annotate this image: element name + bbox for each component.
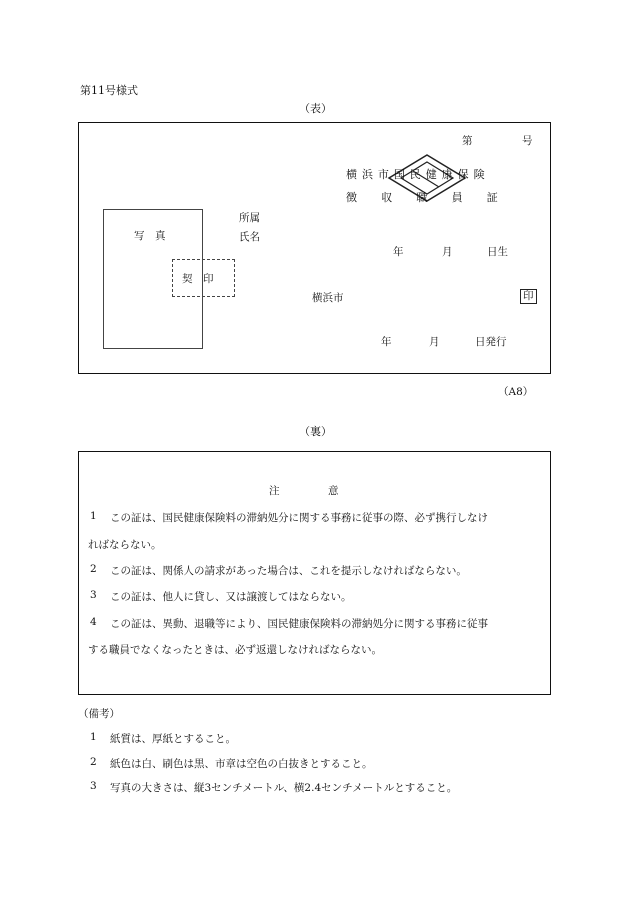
issue-month: 月 — [429, 336, 440, 348]
note-4-line2: する職員でなくなったときは、必ず返還しなければならない。 — [88, 644, 382, 656]
name-label: 氏名 — [239, 231, 260, 243]
note-1-number: 1 — [90, 510, 97, 522]
birth-year: 年 — [393, 246, 404, 258]
note-3-line1: この証は、他人に貸し、又は譲渡してはならない。 — [110, 591, 352, 603]
remark-3-text: 写真の大きさは、縦3センチメートル、横2.4センチメートルとすること。 — [110, 782, 458, 794]
note-1-line1: この証は、国民健康保険料の滞納処分に関する事務に従事の際、必ず携行しなけ — [110, 512, 488, 524]
issue-year: 年 — [381, 336, 392, 348]
note-3-number: 3 — [90, 589, 97, 601]
seal-label: 契 印 — [182, 273, 214, 285]
card-size-label: （A8） — [498, 386, 534, 398]
remark-2-number: 2 — [90, 756, 97, 768]
photo-label: 写 真 — [134, 230, 166, 242]
number-prefix: 第 — [462, 135, 473, 147]
note-2-line1: この証は、関係人の請求があった場合は、これを提示しなければならない。 — [110, 565, 467, 577]
card-title-line1: 横浜市国民健康保険 — [346, 168, 490, 181]
birth-month: 月 — [442, 246, 453, 258]
remarks-title: （備考） — [78, 708, 120, 720]
note-4-line1: この証は、異動、退職等により、国民健康保険料の滞納処分に関する事務に従事 — [110, 618, 488, 630]
remark-1-number: 1 — [90, 731, 97, 743]
notes-heading-left: 注 — [269, 485, 280, 497]
form-number: 第11号様式 — [80, 84, 138, 97]
remark-3-number: 3 — [90, 780, 97, 792]
remark-2-text: 紙色は白、刷色は黒、市章は空色の白抜きとすること。 — [110, 758, 373, 770]
official-stamp: 印 — [520, 289, 537, 304]
note-4-number: 4 — [90, 616, 97, 628]
front-side-label: （表） — [299, 102, 332, 115]
number-suffix: 号 — [522, 135, 533, 147]
back-side-label: （裏） — [299, 425, 332, 438]
tally-seal-area — [172, 259, 235, 297]
card-front — [78, 122, 551, 374]
card-back — [78, 451, 551, 695]
note-2-number: 2 — [90, 563, 97, 575]
affiliation-label: 所属 — [239, 212, 260, 224]
card-title-line2: 徴収職員証 — [346, 191, 522, 204]
notes-heading-right: 意 — [328, 485, 339, 497]
remark-1-text: 紙質は、厚紙とすること。 — [110, 733, 236, 745]
issuer-name: 横浜市 — [312, 292, 344, 304]
issue-day: 日発行 — [475, 336, 507, 348]
birth-day: 日生 — [487, 246, 508, 258]
note-1-line2: ればならない。 — [88, 539, 162, 551]
